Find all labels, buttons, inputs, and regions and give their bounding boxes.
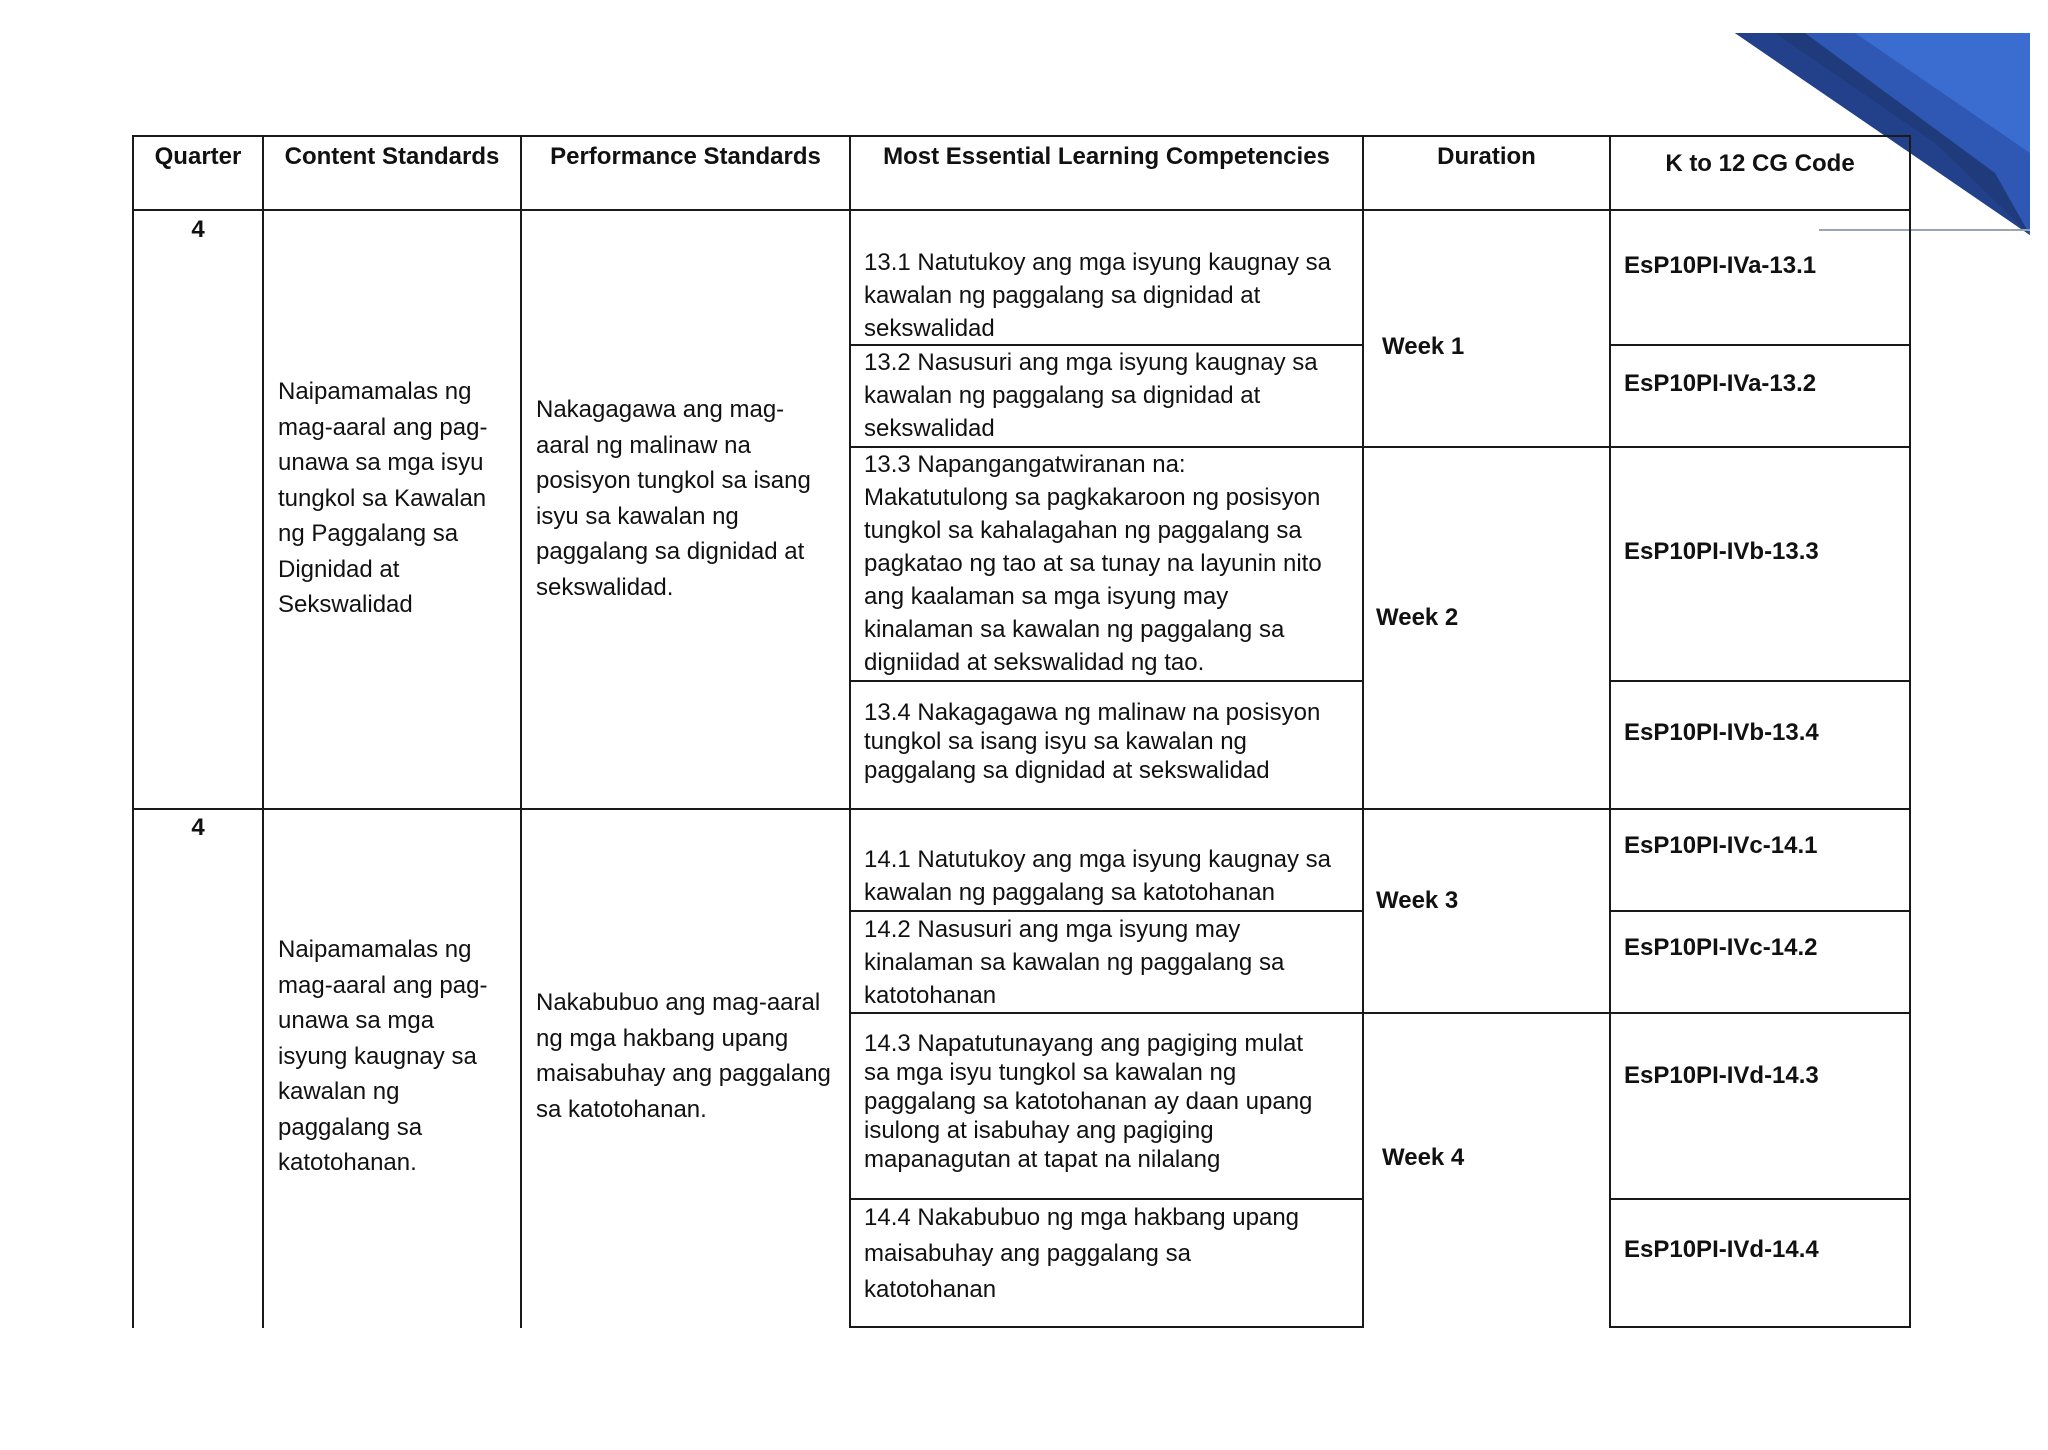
- table-border: [1909, 135, 1911, 1328]
- header-content-standards: Content Standards: [284, 143, 500, 170]
- table-border: [849, 1326, 1364, 1328]
- table-border: [1609, 344, 1911, 346]
- cg-code-cell: EsP10PI-IVa-13.2: [1624, 370, 1817, 397]
- table-border: [132, 209, 1911, 211]
- cg-code-cell: EsP10PI-IVb-13.3: [1624, 538, 1819, 565]
- competency-cell: 14.1 Natutukoy ang mga isyung kaugnay sa kawalan ng paggalang sa katotohanan: [864, 846, 1331, 906]
- header-quarter: Quarter: [154, 143, 242, 170]
- quarter-cell: 4: [191, 216, 205, 243]
- table-border: [849, 1012, 1911, 1014]
- competency-cell: 13.2 Nasusuri ang mga isyung kaugnay sa kawalan ng paggalang sa dignidad at sekswalidad: [864, 349, 1318, 442]
- table-border: [1362, 135, 1364, 1328]
- table-border: [132, 135, 134, 1328]
- cg-code-cell: EsP10PI-IVd-14.3: [1624, 1062, 1819, 1089]
- table-border: [262, 135, 264, 1328]
- table-border: [132, 135, 1911, 137]
- competency-cell: 13.4 Nakagagawa ng malinaw na posisyon tungkol sa isang isyu sa kawalan ng paggalang sa dignidad at sekswalidad: [864, 699, 1321, 784]
- header-duration: Duration: [1437, 143, 1536, 170]
- table-border: [1609, 135, 1611, 1328]
- header-performance-standards: Performance Standards: [550, 143, 821, 170]
- content-standard-cell: Naipamamalas ng mag-aaral ang pag- unawa sa mga isyu tungkol sa Kawalan ng Paggalang sa Dignidad at Sekswalidad: [278, 378, 488, 618]
- table-border: [520, 135, 522, 1328]
- duration-cell: Week 4: [1382, 1144, 1465, 1171]
- content-standard-cell: Naipamamalas ng mag-aaral ang pag- unawa sa mga isyung kaugnay sa kawalan ng paggalang sa katotohanan.: [278, 936, 488, 1176]
- competency-cell: 13.1 Natutukoy ang mga isyung kaugnay sa kawalan ng paggalang sa dignidad at sekswalidad: [864, 249, 1331, 342]
- table-border: [1609, 680, 1911, 682]
- cg-code-cell: EsP10PI-IVc-14.1: [1624, 832, 1818, 859]
- duration-cell: Week 2: [1376, 604, 1459, 631]
- table-border: [1609, 1198, 1911, 1200]
- cg-code-cell: EsP10PI-IVc-14.2: [1624, 934, 1818, 961]
- table-border: [1609, 910, 1911, 912]
- competency-cell: 14.3 Napatutunayang ang pagiging mulat sa mga isyu tungkol sa kawalan ng paggalang sa katotohanan ay daan upang isulong at isabuhay ang pagiging mapanagutan at tapat na nilalang: [864, 1030, 1313, 1173]
- performance-standard-cell: Nakabubuo ang mag-aaral ng mga hakbang upang maisabuhay ang paggalang sa katotohanan.: [536, 989, 831, 1123]
- table-border: [849, 910, 1364, 912]
- competency-cell: 14.4 Nakabubuo ng mga hakbang upang maisabuhay ang paggalang sa katotohanan: [864, 1204, 1300, 1303]
- duration-cell: Week 1: [1382, 333, 1465, 360]
- competency-cell: 14.2 Nasusuri ang mga isyung may kinalaman sa kawalan ng paggalang sa katotohanan: [864, 916, 1285, 1009]
- cg-code-cell: EsP10PI-IVd-14.4: [1624, 1236, 1819, 1263]
- table-border: [849, 680, 1364, 682]
- duration-cell: Week 3: [1376, 887, 1459, 914]
- table-border: [1609, 1326, 1911, 1328]
- header-cg-code: K to 12 CG Code: [1665, 150, 1855, 177]
- cg-code-cell: EsP10PI-IVa-13.1: [1624, 252, 1817, 279]
- performance-standard-cell: Nakagagawa ang mag- aaral ng malinaw na posisyon tungkol sa isang isyu sa kawalan ng paggalang sa dignidad at sekswalidad.: [536, 396, 811, 601]
- competency-cell: 13.3 Napangangatwiranan na: Makatutulong sa pagkakaroon ng posisyon tungkol sa kahalagahan ng paggalang sa pagkatao ng tao at sa tunay na layunin nito ang kaalaman sa mga isyung may kinalaman sa kawalan ng paggalang sa digniidad at sekswalidad ng tao.: [864, 451, 1322, 676]
- table-border: [849, 135, 851, 1328]
- header-melc: Most Essential Learning Competencies: [883, 143, 1330, 170]
- quarter-cell: 4: [191, 814, 205, 841]
- table-border: [132, 808, 1911, 810]
- cg-code-cell: EsP10PI-IVb-13.4: [1624, 719, 1819, 746]
